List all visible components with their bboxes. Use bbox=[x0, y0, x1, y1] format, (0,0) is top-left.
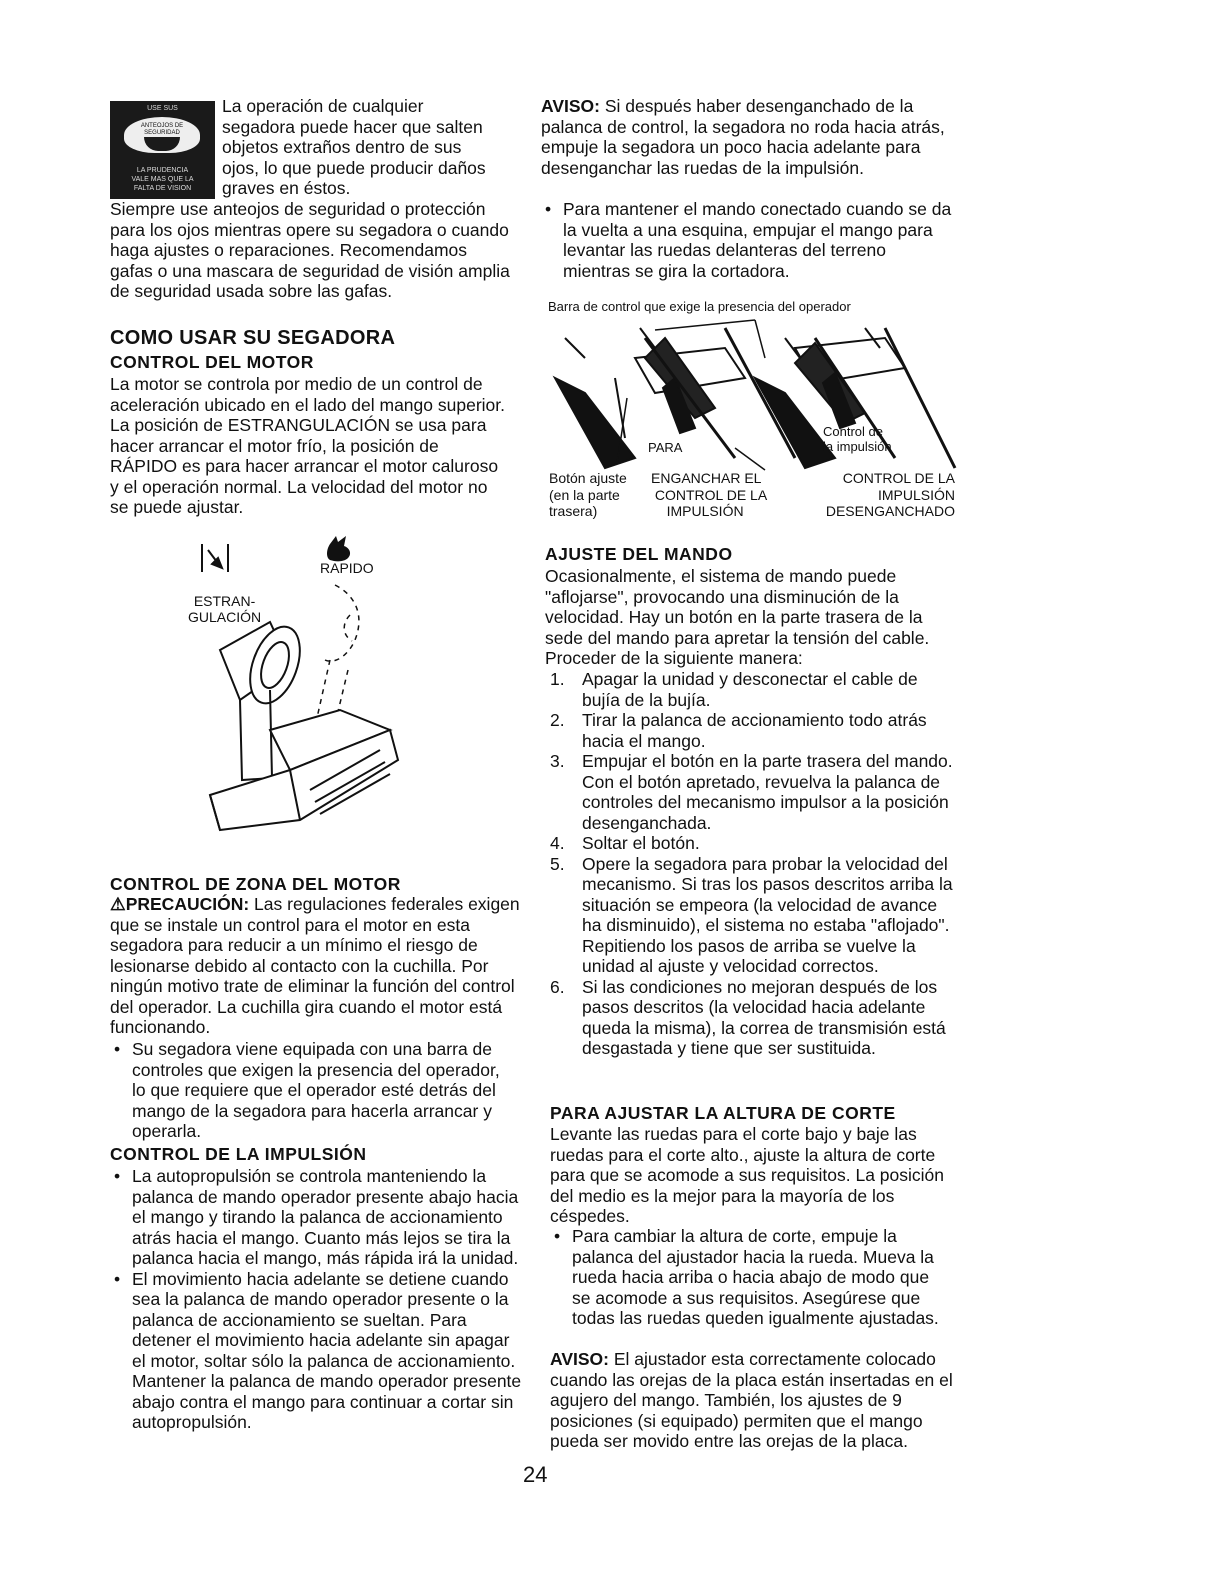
heading-ajuste: AJUSTE DEL MANDO bbox=[545, 544, 733, 564]
rabbit-icon bbox=[327, 536, 350, 561]
impulsion-bullets bbox=[112, 1166, 522, 1433]
ajuste-text: Ocasionalmente, el sistema de mando puede "aflojarse", provocando una disminución de la velocidad. Hay un botón en la parte trasera de la sede del mando para apretar la tensión del cable. Proceder de la siguiente manera: bbox=[545, 566, 930, 668]
label-rapido: RAPIDO bbox=[320, 560, 374, 576]
list-item: 3. Empujar el botón en la parte trasera del mando. Con el botón apretado, revuelva la palanca de controles del mecanismo impulsor a la posición desenganchada. bbox=[550, 751, 953, 833]
list-item: • El movimiento hacia adelante se detiene cuando sea la palanca de mando operador presente o la palanca de accionamiento se sueltan. Para detener el movimiento hacia adelante sin apagar el motor, soltar sólo la palanca de accionamiento. Mantener la palanca de mando operador presente abajo contra el mango para continuar a cortar sin autopropulsión. bbox=[112, 1269, 522, 1433]
precaucion-paragraph bbox=[110, 894, 520, 1038]
heading-control-motor: CONTROL DEL MOTOR bbox=[110, 352, 314, 372]
aviso-label: AVISO: bbox=[550, 1349, 609, 1369]
list-item: • Su segadora viene equipada con una barra de controles que exigen la presencia del operador, lo que requiere que el operador esté detrás del mango de la segadora para hacerla arrancar y operarla. bbox=[112, 1039, 512, 1142]
list-item: 1. Apagar la unidad y desconectar el cable de bujía de la bujía. bbox=[550, 669, 918, 710]
precaucion-text: Las regulaciones federales exigen que se instale un control para el motor en esta segadora para reducir a un mínimo el riesgo de lesionarse debido al contacto con la cuchilla. Por ningún motivo trate de eliminar la función del control del operador. La cuchilla gira cuando el motor está funcionando. bbox=[110, 894, 520, 1037]
throttle-figure bbox=[180, 530, 440, 870]
heading-impulsion: CONTROL DE LA IMPULSIÓN bbox=[110, 1144, 367, 1164]
control-motor-text: La motor se controla por medio de un control de aceleración ubicado en el lado del mango superior. La posición de ESTRANGULACIÓN se usa para hacer arrancar el motor frío, la posición de RÁPIDO es para hacer arrancar el motor caluroso y el operación normal. La velocidad del motor no se puede ajustar. bbox=[110, 374, 505, 517]
icon-text-5: FALTA DE VISION bbox=[133, 185, 192, 192]
precaucion-icon: ⚠ bbox=[110, 894, 126, 914]
label-estran: ESTRAN- GULACIÓN bbox=[188, 593, 262, 625]
precaucion-label: PRECAUCIÓN: bbox=[125, 894, 250, 914]
warning-text: La operación de cualquier segadora puede hacer que salten objetos extraños dentro de sus ojos, lo que puede producir daños graves en éstos. bbox=[222, 96, 486, 198]
heading-altura: PARA AJUSTAR LA ALTURA DE CORTE bbox=[550, 1103, 896, 1123]
list-item: 2. Tirar la palanca de accionamiento todo atrás hacia el mango. bbox=[550, 710, 927, 751]
aviso1-paragraph bbox=[541, 96, 961, 178]
altura-text: Levante las ruedas para el corte bajo y baje las ruedas para el corte alto., ajuste la altura de corte para que se acomode a sus requisitos. La posición del medio es la mejor para la mayoría de los céspedes. bbox=[550, 1124, 944, 1226]
aviso2-paragraph bbox=[550, 1349, 955, 1452]
label-desenganchado: CONTROL DE LA IMPULSIÓN DESENGANCHADO bbox=[825, 470, 955, 519]
label-boton: Botón ajuste (en la parte trasera) bbox=[549, 470, 627, 519]
list-item: • La autopropulsión se controla manteniendo la palanca de mando operador presente abajo hacia el mango y tirando la palanca de accionamiento atrás hacia el mango. Cuanto más lejos se tira la palanca hacia el mango, más rápida irá la unidad. bbox=[112, 1166, 522, 1269]
figure2-caption: Barra de control que exige la presencia del operador bbox=[548, 299, 851, 314]
label-control-de: Control de la impulsión bbox=[823, 424, 892, 454]
heading-zona: CONTROL DE ZONA DEL MOTOR bbox=[110, 874, 401, 894]
list-item: • Para cambiar la altura de corte, empuje la palanca del ajustador hacia la rueda. Mueva la rueda hacia arriba o hacia abajo de modo que se acomode a sus requisitos. Asegúrese que todas las ruedas queden igualmente ajustadas. bbox=[552, 1226, 952, 1329]
list-item: • Para mantener el mando conectado cuando se da la vuelta a una esquina, empujar el mango para levantar las ruedas delanteras del terreno mientras se gira la cortadora. bbox=[543, 199, 953, 281]
ajuste-steps bbox=[550, 669, 960, 1059]
icon-text-2: ANTEOJOS DE SEGURIDAD bbox=[140, 123, 184, 136]
label-enganchar: ENGANCHAR EL CONTROL DE LA IMPULSIÓN bbox=[651, 470, 768, 519]
page-number: 24 bbox=[523, 1462, 548, 1487]
aviso-text: Si después haber desenganchado de la palanca de control, la segadora no roda hacia atrás, empuje la segadora un poco hacia adelante para desenganchar las ruedas de la impulsión. bbox=[541, 96, 945, 178]
section-title-como-usar: COMO USAR SU SEGADORA bbox=[110, 327, 396, 349]
icon-text-4: VALE MAS QUE LA bbox=[131, 176, 194, 183]
icon-text: USE SUS bbox=[147, 105, 178, 112]
list-item: 4. Soltar el botón. bbox=[550, 833, 700, 853]
aviso-label: AVISO: bbox=[541, 96, 600, 116]
warning-icon bbox=[110, 101, 215, 199]
aviso1-bullets bbox=[543, 199, 953, 281]
label-para: PARA bbox=[648, 440, 683, 455]
choke-icon bbox=[202, 544, 228, 572]
icon-text-3: LA PRUDENCIA bbox=[136, 167, 189, 174]
aviso-text: El ajustador esta correctamente colocado cuando las orejas de la placa están insertadas en el agujero del mango. También, los ajustes de 9 posiciones (si equipado) permiten que el mango pueda ser movido entre las orejas de la placa. bbox=[550, 1349, 953, 1451]
list-item: 6. Si las condiciones no mejoran después de los pasos descritos (la velocidad hacia adelante queda la misma), la correa de transmisión está desgastada y tiene que ser sustituida. bbox=[550, 976, 946, 1058]
throttle-drawing bbox=[180, 530, 440, 870]
zona-bullets bbox=[112, 1039, 512, 1142]
list-item: 5. Opere la segadora para probar la velocidad del mecanismo. Si tras los pasos descritos arriba la situación se empeora (la velocidad de avance ha disminuido), el sistema no estaba "aflojado". Repitiendo los pasos de arriba se vuelve la unidad al ajuste y velocidad correctos. bbox=[550, 853, 953, 976]
altura-bullets bbox=[552, 1226, 952, 1329]
warning-text-cont: Siempre use anteojos de seguridad o protección para los ojos mientras opere su segadora o cuando haga ajustes o reparaciones. Recomendamos gafas o una mascara de seguridad de visión amplia de seguridad usada sobre las gafas. bbox=[110, 199, 510, 301]
